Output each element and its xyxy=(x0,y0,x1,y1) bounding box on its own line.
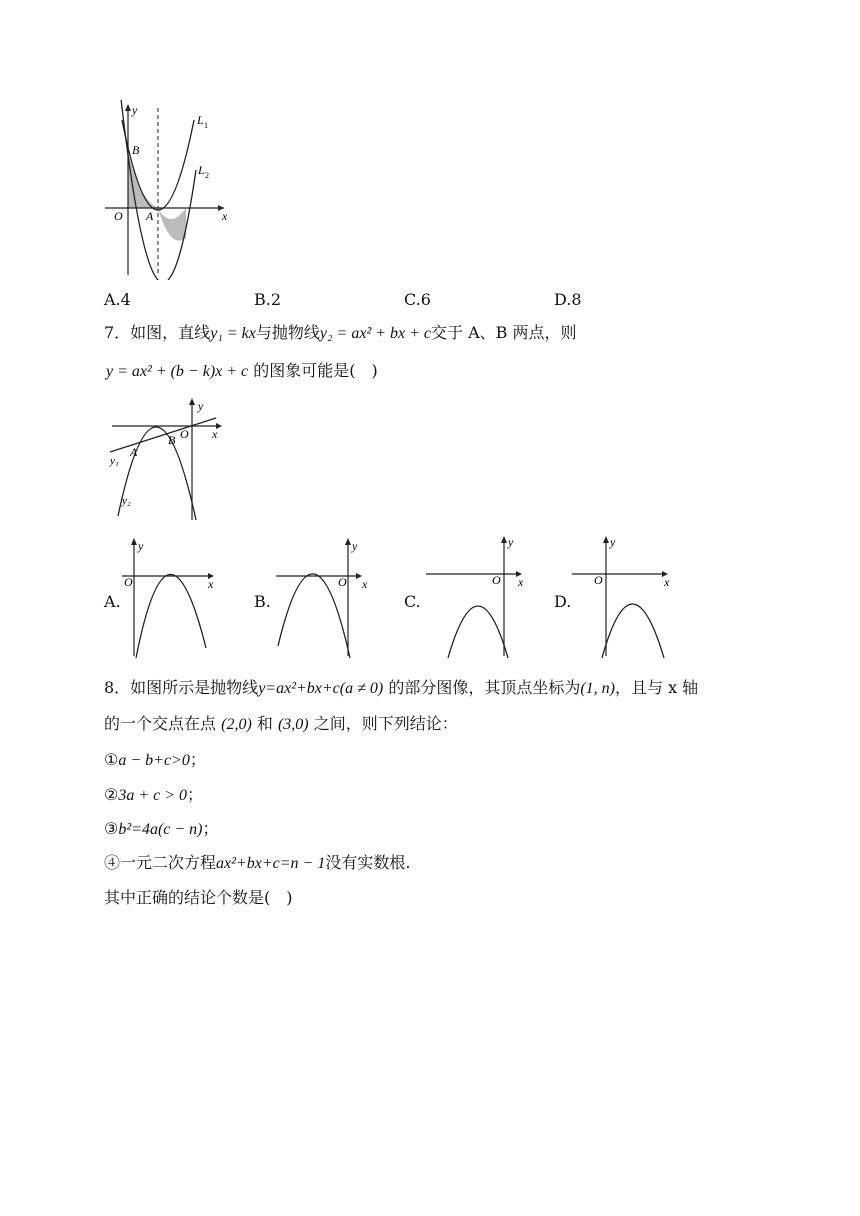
fig6-label-A: A xyxy=(146,209,154,223)
q8-eq: y=ax²+bx+c(a ≠ 0) xyxy=(258,680,384,697)
q8-vertex: (1, n) xyxy=(580,680,615,697)
q7-eq-y: y = ax² + (b − k)x + c xyxy=(106,363,249,380)
fig6-label-L2: L xyxy=(198,163,205,177)
shaded-region-right xyxy=(158,208,186,241)
q7-fig-label-y: y xyxy=(198,399,204,413)
q7-fig-label-x: x xyxy=(212,427,218,441)
q7-option-b[interactable]: B. xyxy=(254,592,271,611)
q7-option-d-graph xyxy=(570,534,680,660)
q8-conclusion-4: ④一元二次方程ax²+bx+c=n − 1没有实数根. xyxy=(104,853,411,872)
fig6-label-L1: L xyxy=(197,113,204,127)
svg-text:x: x xyxy=(208,577,214,591)
q7-prefix: 7．如图，直线 xyxy=(104,323,211,342)
q7-fig-label-A: A xyxy=(130,445,138,459)
svg-text:O: O xyxy=(124,575,133,589)
q7-fig-label-y1: y₁ xyxy=(110,455,119,467)
svg-text:x: x xyxy=(362,577,368,591)
q7-line1 xyxy=(104,323,577,344)
q8-line2-suffix: 之间，则下列结论： xyxy=(313,714,458,733)
q8-suffix: ，且与 x 轴 xyxy=(614,678,699,697)
q8-prefix: 8．如图所示是抛物线 xyxy=(104,678,259,697)
svg-text:y: y xyxy=(610,535,616,549)
q8-conclusion-2: ②3a + c > 0； xyxy=(104,785,204,804)
q7-figure xyxy=(104,396,234,522)
q7-fig-label-O: O xyxy=(180,427,189,441)
svg-text:y: y xyxy=(352,539,358,553)
q7-suffix: 交于 A、B 两点，则 xyxy=(431,323,577,342)
q7-eq-y1: y₁ = kx xyxy=(210,325,256,342)
fig6-label-y: y xyxy=(132,103,138,117)
q8-line1 xyxy=(104,678,698,699)
svg-text:y: y xyxy=(138,539,144,553)
q7-line2 xyxy=(106,361,378,382)
q8-point2: (3,0) xyxy=(277,716,309,733)
q8-question: 其中正确的结论个数是( ) xyxy=(104,888,293,907)
q7-option-c[interactable]: C. xyxy=(404,592,421,611)
svg-text:y: y xyxy=(508,535,514,549)
q7-option-c-graph xyxy=(424,534,534,660)
q8-mid: 的部分图像，其顶点坐标为 xyxy=(388,678,581,697)
q8-line2 xyxy=(104,714,458,735)
q7-question: 的图象可能是( ) xyxy=(253,361,378,380)
svg-text:O: O xyxy=(594,573,603,587)
q7-option-a[interactable]: A. xyxy=(104,592,121,611)
fig6-label-O: O xyxy=(114,209,123,223)
q7-eq-y2: y₂ = ax² + bx + c xyxy=(319,325,432,342)
q8-and: 和 xyxy=(256,714,273,733)
svg-text:O: O xyxy=(492,573,501,587)
q8-conclusion-3: ③b²=4a(c − n)； xyxy=(104,819,219,838)
q7-mid: 与抛物线 xyxy=(255,323,320,342)
q8-line2-prefix: 的一个交点在点 xyxy=(104,714,217,733)
y-axis-arrow xyxy=(189,398,195,405)
fig6-label-B: B xyxy=(132,143,140,157)
q6-figure xyxy=(100,100,245,280)
fig6-label-x: x xyxy=(222,209,228,223)
q6-option-c[interactable]: C.6 xyxy=(404,290,431,309)
shaded-region-left xyxy=(128,152,158,208)
q6-option-a[interactable]: A.4 xyxy=(104,290,131,309)
q8-conclusion-1: ①a − b+c>0； xyxy=(104,750,206,769)
svg-text:O: O xyxy=(338,575,347,589)
q7-option-a-graph xyxy=(118,536,218,660)
fig6-label-L1-sub: 1 xyxy=(204,121,208,130)
svg-text:x: x xyxy=(518,575,524,589)
line-y1 xyxy=(110,418,216,452)
y-axis-arrow xyxy=(125,104,131,111)
q7-option-d[interactable]: D. xyxy=(554,592,572,611)
q6-option-b[interactable]: B.2 xyxy=(254,290,282,309)
q7-option-b-graph xyxy=(272,536,372,660)
q7-fig-label-B: B xyxy=(168,433,176,447)
svg-text:x: x xyxy=(664,575,670,589)
q7-fig-label-y2: y₂ xyxy=(122,495,131,507)
q6-option-d[interactable]: D.8 xyxy=(554,290,582,309)
q8-point1: (2,0) xyxy=(221,716,252,733)
fig6-label-L2-sub: 2 xyxy=(205,171,209,180)
